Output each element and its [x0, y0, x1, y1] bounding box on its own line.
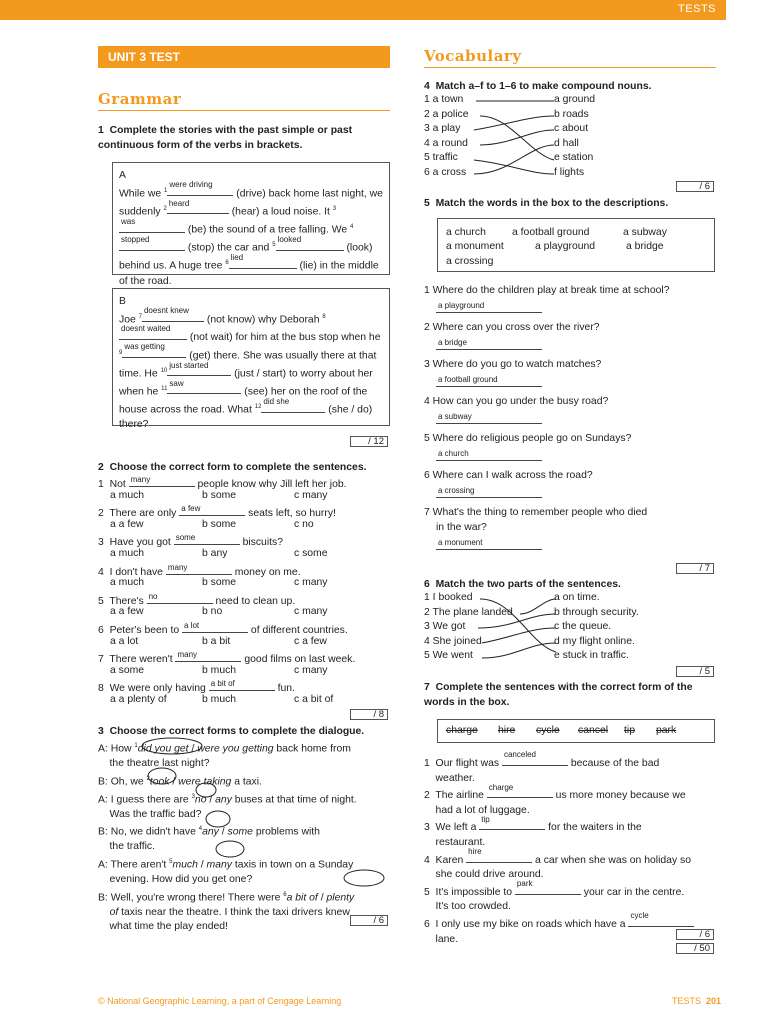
q2-option[interactable]: b no — [202, 606, 223, 618]
q2-option[interactable]: b a bit — [202, 635, 231, 647]
q3-dialogue: A: How $^1$did you get / were you getting back home from the theatre last night? B: Oh, we $^2$took / were taking a taxi. A: I guess there are $^3$no / any buses at that time of night. Was the traffic bad? B: No, we didn't have $^4$any / some problems with the traffic. A: There aren't $^5$much / many taxis in town on a Sunday evening. How did you get one? B: Well, you're wrong there! There were $^6$a bit of / plenty of taxis near the theatre. I think the taxi drivers knew what time the play ended! — [98, 743, 357, 933]
q6-match-lines — [474, 592, 564, 668]
q4-right-item: e station — [554, 152, 594, 164]
q2-text: Choose the correct form to complete the sentences. — [109, 462, 367, 473]
q4-right-item: d hall — [554, 137, 579, 149]
q6-instruction — [424, 578, 716, 593]
q2-option[interactable]: b some — [202, 518, 237, 530]
word-tip: tip — [624, 725, 635, 736]
q2-option[interactable]: c many — [294, 489, 328, 501]
q2-option[interactable]: a much — [110, 577, 145, 589]
answer-field[interactable]: tip — [479, 818, 545, 830]
answer-field[interactable]: was — [119, 221, 185, 233]
answer-field[interactable]: many — [166, 563, 232, 575]
word-bridge: a bridge — [626, 241, 664, 252]
q5-word-box — [437, 218, 715, 272]
q6-left-item: 3 We got — [424, 621, 466, 633]
word-monument: a monument — [446, 241, 504, 252]
q5-question: 1 Where do the children play at break time at school? — [424, 285, 670, 296]
grammar-title: Grammar — [98, 90, 182, 108]
q7-score: / 6 — [676, 929, 714, 940]
q2-option[interactable]: a much — [110, 548, 145, 559]
q1-text: Complete the stories with the past simple or past continuous form of the verbs in brackets. — [98, 125, 353, 151]
q2-score: / 8 — [350, 709, 388, 720]
answer-field[interactable]: many — [129, 475, 195, 487]
vocabulary-title: Vocabulary — [424, 47, 522, 65]
q2-option[interactable]: a some — [110, 664, 145, 676]
answer-field[interactable]: lied — [229, 257, 297, 269]
q4-number: 4 — [424, 81, 430, 92]
q5-answer[interactable]: a bridge — [436, 338, 542, 353]
q2-option[interactable]: a much — [110, 489, 145, 501]
q3-text: Choose the correct forms to complete the dialogue. — [109, 726, 365, 737]
q2-option[interactable]: a a few — [110, 606, 144, 618]
total-score: / 50 — [676, 943, 714, 954]
q7-number: 7 — [424, 682, 430, 693]
q2-option[interactable]: c many — [294, 664, 328, 676]
word-hire: hire — [498, 725, 516, 736]
q7-text: Complete the sentences with the correct form of the words in the box. — [424, 682, 693, 708]
story-b-label: B — [119, 296, 126, 307]
q3-score: / 6 — [350, 915, 388, 926]
header-bar — [0, 0, 726, 20]
word-subway: a subway — [623, 227, 667, 238]
q4-left-item: 5 traffic — [424, 152, 458, 164]
q6-left-item: 4 She joined — [424, 635, 482, 647]
word-park: park — [656, 725, 677, 736]
q6-text: Match the two parts of the sentences. — [435, 579, 621, 590]
word-a-church: a church — [446, 227, 486, 238]
q4-instruction — [424, 80, 716, 95]
word-crossing: a crossing — [446, 256, 494, 267]
answer-field[interactable]: were driving — [167, 184, 233, 196]
q5-question: 4 How can you go under the busy road? — [424, 396, 609, 407]
q6-left-item: 5 We went — [424, 650, 473, 662]
q2-option[interactable]: c a few — [294, 635, 327, 647]
answer-field[interactable]: some — [174, 533, 240, 545]
q7-word-box — [437, 719, 715, 743]
story-b-text: Joe $^7$ doesnt knew (not know) why Deborah $^8$ doesnt waited (not wait) for him at the bus stop when he $^9$ was getting (get) there. She was usually there at that time. He $^{10}$ just started (just / start) to worry about her when he $^{11}$ saw (see) her on the roof of the house across the road. What $^{12}$ did she (she / do) there? — [119, 306, 381, 431]
q3-handwritten-marks — [98, 735, 390, 890]
q4-right-item: a ground — [554, 94, 596, 105]
q5-question: 6 Where can I walk across the road? — [424, 470, 593, 481]
answer-field[interactable]: stopped — [119, 239, 185, 251]
answer-field[interactable]: looked — [276, 239, 344, 251]
q5-answer[interactable]: a football ground — [436, 375, 542, 390]
q2-number: 2 — [98, 462, 104, 473]
q4-text: Match a–f to 1–6 to make compound nouns. — [435, 81, 652, 92]
q5-answer[interactable]: a subway — [436, 412, 542, 427]
answer-field[interactable]: a lot — [182, 621, 248, 633]
q2-option[interactable]: b much — [202, 694, 237, 705]
q5-question: 7 What's the thing to remember people who died — [424, 507, 648, 518]
vocabulary-rule — [424, 67, 716, 68]
q2-item: 5 There's no need to clean up. — [98, 591, 296, 607]
answer-field[interactable]: a few — [179, 504, 245, 516]
story-a-label: A — [119, 170, 126, 181]
q1-number: 1 — [98, 125, 104, 136]
word-football-ground: a football ground — [512, 227, 590, 238]
q2-option[interactable]: c many — [294, 606, 328, 618]
q5-instruction — [424, 197, 716, 212]
q2-option[interactable]: b much — [202, 664, 237, 676]
q6-number: 6 — [424, 579, 430, 590]
answer-field[interactable]: just started — [167, 364, 231, 376]
q2-instruction — [98, 461, 390, 476]
q5-answer[interactable]: a church — [436, 449, 542, 464]
answer-field[interactable]: cycle — [628, 915, 694, 927]
answer-field[interactable]: canceled — [502, 754, 568, 766]
q5-answer[interactable]: a crossing — [436, 486, 542, 501]
q4-match-lines — [470, 94, 570, 184]
q5-question-cont: in the war? — [436, 521, 487, 533]
q7-instruction — [424, 681, 716, 710]
word-cycle: cycle — [536, 725, 560, 736]
q5-answer[interactable]: a playground — [436, 301, 542, 316]
word-cancel: cancel — [578, 725, 609, 736]
q5-question: 5 Where do religious people go on Sundays? — [424, 433, 632, 444]
page-number: 201 — [706, 996, 722, 1006]
footer-tests-label: TESTS — [672, 996, 702, 1006]
story-b-box — [112, 288, 390, 431]
story-a-box — [112, 162, 390, 287]
q2-option[interactable]: c some — [294, 548, 328, 559]
q5-number: 5 — [424, 198, 430, 209]
answer-field[interactable]: did she — [261, 401, 325, 413]
q2-item: 6 Peter's been to a lot of different countries. — [98, 621, 348, 636]
q2-option[interactable]: a a plenty of — [110, 694, 167, 705]
footer-page — [672, 996, 721, 1006]
q2-option[interactable]: a a lot — [110, 635, 139, 647]
q6-score: / 5 — [676, 666, 714, 677]
q5-score: / 7 — [676, 563, 714, 574]
q4-left-item: 3 a play — [424, 123, 461, 135]
q5-answer[interactable]: a monument — [436, 538, 542, 553]
q3-number: 3 — [98, 726, 104, 737]
q2-option[interactable]: b some — [202, 489, 237, 501]
q6-right-item: a on time. — [554, 592, 600, 603]
q7-items: 1 Our flight was canceled because of the bad weather. 2 The airline charge us more money because we had a lot of luggage. 3 We left a tip for the waiters in the restaurant. 4 Karen hire a car when she was on holiday so she could drive around. 5 It's impossible to park your car in the centre. It's too crowded. 6 I only use my bike on roads which have a cycle lane. — [424, 754, 716, 947]
answer-field[interactable]: doesnt knew — [142, 310, 204, 322]
footer-copyright: © National Geographic Learning, a part of Cengage Learning — [98, 996, 342, 1006]
answer-field[interactable]: hire — [466, 851, 532, 863]
grammar-rule — [98, 110, 390, 111]
q4-left-item: 1 a town — [424, 94, 464, 105]
q6-left-item: 2 The plane landed — [424, 606, 513, 618]
q2-item: 8 We were only having a bit of fun. — [98, 679, 295, 695]
q2-item: 7 There weren't many good films on last week. — [98, 650, 356, 666]
answer-field[interactable]: charge — [487, 786, 553, 798]
answer-field[interactable]: park — [515, 883, 581, 895]
q5-question: 2 Where can you cross over the river? — [424, 322, 600, 333]
q2-item: 1 Not many people know why Jill left her job. — [98, 475, 347, 490]
q2-option[interactable]: c many — [294, 577, 328, 589]
q6-right-item: d my flight online. — [554, 635, 635, 647]
word-playground: a playground — [535, 241, 596, 252]
header-label: TESTS — [678, 3, 716, 15]
q5-text: Match the words in the box to the descriptions. — [435, 198, 669, 209]
q4-right-item: b roads — [554, 108, 589, 120]
q6-right-item: b through security. — [554, 606, 639, 618]
q2-option[interactable]: c a bit of — [294, 694, 334, 705]
answer-field[interactable]: a bit of — [209, 679, 275, 691]
q2-item: 2 There are only a few seats left, so hurry! — [98, 504, 336, 520]
answer-field[interactable]: heard — [167, 202, 229, 214]
q4-score: / 6 — [676, 181, 714, 192]
q6-left-item: 1 I booked — [424, 592, 473, 603]
q5-question: 3 Where do you go to watch matches? — [424, 359, 602, 370]
q1-instruction — [98, 124, 390, 153]
q2-item: 4 I don't have many money on me. — [98, 562, 301, 578]
answer-field[interactable]: was getting — [122, 346, 186, 358]
q4-left-item: 6 a cross — [424, 167, 467, 178]
unit-title: UNIT 3 TEST — [98, 46, 390, 68]
q2-option[interactable]: c no — [294, 518, 314, 530]
q1-score: / 12 — [350, 436, 388, 447]
q2-item: 3 Have you got some biscuits? — [98, 533, 284, 549]
q4-right-item: f lights — [554, 167, 585, 178]
story-a-text: While we $^1$ were driving (drive) back home last night, we suddenly $^2$ heard (hear) a loud noise. It $^3$ was (be) the sound of a tree falling. We $^4$ stopped (stop) the car and $^5$ looked (look) behind us. A huge tree $^6$ lied (lie) in the middle of the road. — [119, 180, 383, 287]
q2-option[interactable]: a a few — [110, 518, 144, 530]
q6-right-item: c the queue. — [554, 621, 612, 633]
answer-field[interactable]: many — [175, 650, 241, 662]
answer-field[interactable]: doesnt waited — [119, 328, 187, 340]
q6-right-item: e stuck in traffic. — [554, 650, 629, 662]
answer-field[interactable]: no — [147, 592, 213, 604]
q2-option[interactable]: b any — [202, 548, 228, 559]
q4-left-item: 4 a round — [424, 137, 468, 149]
q4-left-item: 2 a police — [424, 108, 469, 120]
q4-right-item: c about — [554, 123, 589, 135]
word-charge: charge — [446, 725, 478, 736]
q2-option[interactable]: b some — [202, 577, 237, 589]
answer-field[interactable]: saw — [167, 382, 241, 394]
